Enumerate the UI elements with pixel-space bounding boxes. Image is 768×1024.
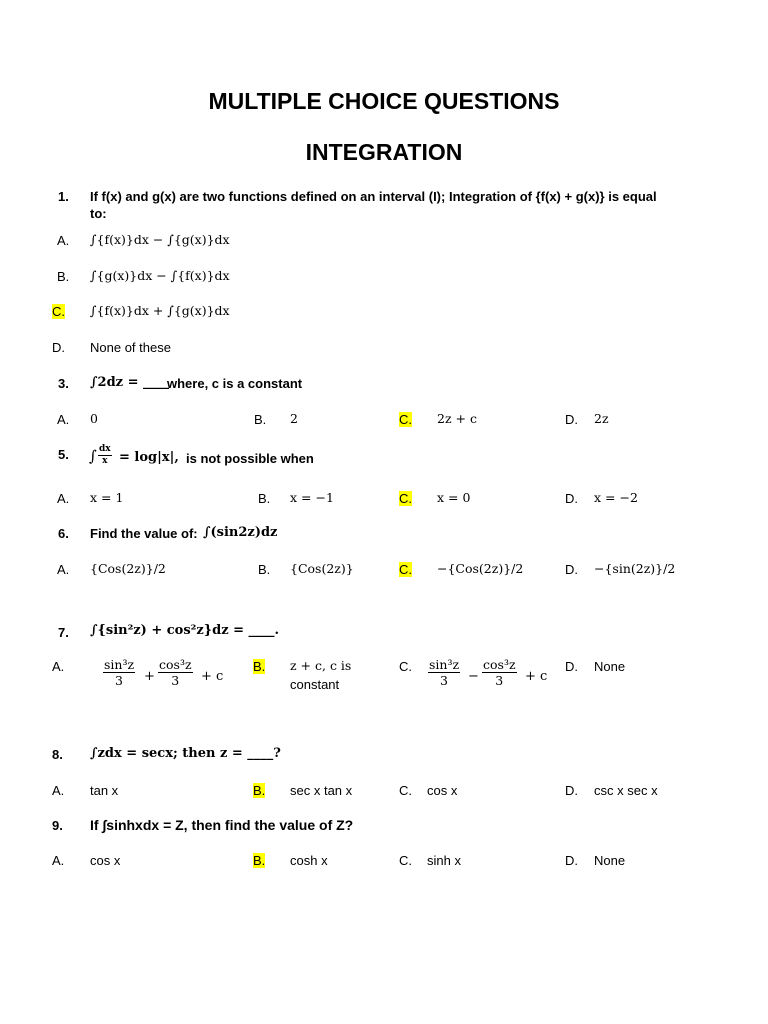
question-text: Find the value of: [90,526,198,541]
option-label: D. [565,659,578,674]
question-text: If f(x) and g(x) are two functions defined on an interval (I); Integration of {f(x) + g(x)} is equal [90,189,657,204]
option-label-highlighted: C. [399,491,412,506]
fraction-denominator: 3 [158,672,193,688]
option-label: B. [57,269,70,284]
question-text: where, c is a constant [167,376,303,391]
option-text: x = 1 [90,490,124,505]
fraction [428,657,460,688]
question-number: 9. [52,818,63,833]
option-label: A. [52,783,65,798]
option-text: x = −2 [594,490,638,505]
question-number: 1. [58,189,69,204]
option-text: ∫{f(x)}dx + ∫{g(x)}dx [90,303,230,318]
question-number: 5. [58,447,69,462]
fraction [98,444,112,467]
option-text: 2 [290,411,298,426]
fraction-denominator: 3 [428,672,460,688]
question-math: ∫{sin²z) + cos²z}dz = ____. [90,623,280,638]
question-math: ∫2dz = ____ [90,375,169,390]
option-label: A. [57,412,70,427]
option-text: cosh x [290,853,328,868]
question-math: ∫(sin2z)dz [203,525,278,540]
option-text: 0 [90,411,98,426]
option-text: None of these [90,340,171,355]
option-label: A. [57,233,70,248]
option-text: None [594,853,626,868]
question-number: 6. [58,526,69,541]
fraction-numerator: dx [99,444,111,454]
question-math: = log|x|, [119,450,179,465]
option-label: B. [258,491,271,506]
operator: + [144,669,155,684]
fraction-numerator: cos³z [159,657,192,672]
operator: − [468,669,479,684]
option-label-highlighted: C. [399,412,412,427]
question-number: 3. [58,376,69,391]
question-number: 8. [52,747,63,762]
fraction [103,657,135,688]
integral-sign: ∫ [89,447,97,465]
option-text: sinh x [427,853,461,868]
question-text: If ∫sinhxdx = Z, then find the value of Z? [90,817,354,833]
option-tail: + c [201,669,224,684]
option-text: z + c, c is [290,658,352,673]
option-label: A. [57,562,70,577]
option-text: cos x [427,783,458,798]
fraction-numerator: sin³z [104,657,135,672]
fraction-denominator: 3 [103,672,135,688]
option-label: A. [52,853,65,868]
option-label: D. [52,340,65,355]
option-label: A. [57,491,70,506]
option-label-highlighted: B. [253,783,266,798]
fraction [482,657,517,688]
option-text: ∫{f(x)}dx − ∫{g(x)}dx [90,232,230,247]
fraction-numerator: cos³z [483,657,516,672]
option-text: ∫{g(x)}dx − ∫{f(x)}dx [90,268,230,283]
option-tail: + c [525,669,548,684]
question-number: 7. [58,625,69,640]
question-text: is not possible when [186,451,314,466]
option-text: {Cos(2z)}/2 [90,561,166,576]
question-math: ∫zdx = secx; then z = ____? [90,746,281,761]
option-text: 2z + c [437,411,477,426]
option-label: D. [565,491,578,506]
option-label-highlighted: C. [52,304,65,319]
fraction-numerator: sin³z [429,657,460,672]
option-label: B. [258,562,271,577]
option-text: csc x sec x [594,783,658,798]
option-label-highlighted: C. [399,562,412,577]
option-label: B. [254,412,267,427]
option-label: D. [565,783,578,798]
option-label-highlighted: B. [253,659,266,674]
page-title: MULTIPLE CHOICE QUESTIONS [208,88,560,114]
page-subtitle: INTEGRATION [305,139,463,165]
option-text: cos x [90,853,121,868]
option-text: None [594,659,626,674]
option-text: −{sin(2z)}/2 [594,561,676,576]
fraction [158,657,193,688]
question-text-continued: to: [90,206,107,221]
option-label-highlighted: B. [253,853,266,868]
option-text-continued: constant [290,677,340,692]
option-label: D. [565,562,578,577]
option-text: x = 0 [437,490,471,505]
option-label: A. [52,659,65,674]
option-text: tan x [90,783,119,798]
option-label: D. [565,412,578,427]
option-text: {Cos(2z)} [290,561,354,576]
option-text: 2z [594,411,609,426]
option-text: −{Cos(2z)}/2 [437,561,524,576]
option-label: C. [399,783,412,798]
option-label: D. [565,853,578,868]
option-text: x = −1 [290,490,334,505]
option-label: C. [399,853,412,868]
fraction-denominator: 3 [482,672,517,688]
option-text: sec x tan x [290,783,353,798]
fraction-denominator: x [98,455,112,467]
option-label: C. [399,659,412,674]
